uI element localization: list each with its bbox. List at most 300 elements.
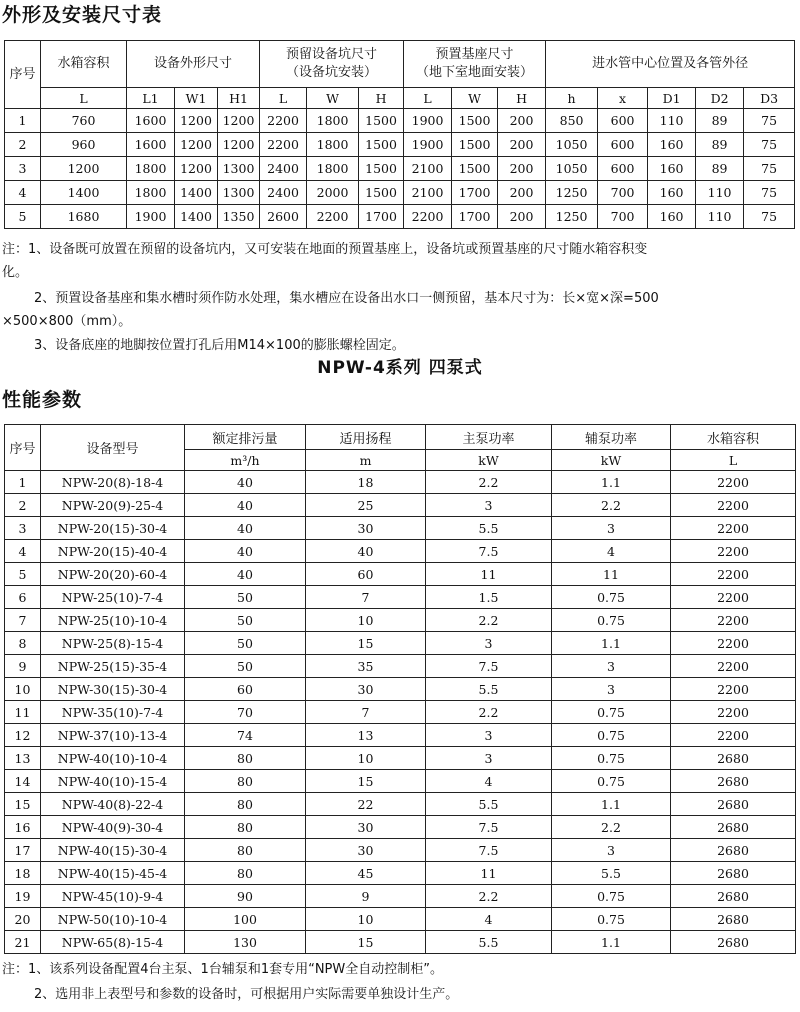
table-cell: NPW-20(9)-25-4 [41, 494, 185, 517]
table-cell: 2.2 [426, 609, 552, 632]
series-title: NPW-4系列 四泵式 [317, 358, 483, 378]
sub-header: H [498, 88, 546, 109]
table-cell: 1250 [546, 181, 598, 205]
table-cell: 1500 [359, 181, 404, 205]
base-size-title: 预置基座尺寸 [435, 47, 514, 62]
table-cell: 2200 [671, 724, 796, 747]
sub-header: L [41, 88, 127, 109]
table-cell: 80 [185, 816, 306, 839]
table-cell: 700 [598, 181, 648, 205]
table-cell: 1800 [307, 157, 359, 181]
table-cell: 13 [5, 747, 41, 770]
table-cell: 11 [5, 701, 41, 724]
table-row [5, 133, 795, 157]
table-cell: 1.1 [552, 931, 671, 954]
table-row [5, 793, 796, 816]
table-cell: 2100 [404, 157, 452, 181]
outline-size-header: 设备外形尺寸 [127, 41, 260, 88]
table-cell: 2200 [671, 655, 796, 678]
table-cell: 2100 [404, 181, 452, 205]
table-cell: 2680 [671, 770, 796, 793]
table-cell: 2200 [671, 517, 796, 540]
table-cell: 10 [306, 908, 426, 931]
table-cell: 12 [5, 724, 41, 747]
table-cell: 1250 [546, 205, 598, 229]
table-cell: 7.5 [426, 540, 552, 563]
table-cell: 200 [498, 157, 546, 181]
table-cell: 74 [185, 724, 306, 747]
table-cell: 1200 [175, 133, 218, 157]
sub-header: W [307, 88, 359, 109]
table-cell: 40 [185, 494, 306, 517]
table-cell: NPW-37(10)-13-4 [41, 724, 185, 747]
table-cell: NPW-20(15)-40-4 [41, 540, 185, 563]
table-cell: 850 [546, 109, 598, 133]
table-cell: 30 [306, 517, 426, 540]
table-cell: 11 [426, 563, 552, 586]
table-cell: NPW-20(8)-18-4 [41, 471, 185, 494]
table-row [5, 885, 796, 908]
table-cell: 5 [5, 205, 41, 229]
table-cell: 60 [306, 563, 426, 586]
table-cell: 10 [306, 747, 426, 770]
table-cell: 3 [552, 655, 671, 678]
table-cell: 2680 [671, 816, 796, 839]
table-cell: 16 [5, 816, 41, 839]
flow-header: 额定排污量 [185, 425, 306, 450]
table-cell: 700 [598, 205, 648, 229]
table-cell: 0.75 [552, 885, 671, 908]
table-cell: 75 [744, 109, 795, 133]
table-cell: 35 [306, 655, 426, 678]
table-cell: 2200 [671, 563, 796, 586]
table-cell: 760 [41, 109, 127, 133]
table-cell: 2400 [260, 181, 307, 205]
table-cell: 75 [744, 205, 795, 229]
table-cell: 7.5 [426, 816, 552, 839]
table-cell: NPW-20(15)-30-4 [41, 517, 185, 540]
table-cell: NPW-40(15)-45-4 [41, 862, 185, 885]
table-row [5, 747, 796, 770]
table-row [5, 494, 796, 517]
main-pump-power-header: 主泵功率 [426, 425, 552, 450]
table-cell: 80 [185, 747, 306, 770]
table-cell: 89 [696, 157, 744, 181]
table-cell: 200 [498, 205, 546, 229]
table-row [5, 540, 796, 563]
unit-cell: kW [426, 450, 552, 471]
table-cell: 5.5 [426, 931, 552, 954]
table-cell: 30 [306, 816, 426, 839]
table-cell: 600 [598, 109, 648, 133]
table-cell: 5.5 [426, 517, 552, 540]
table-row [5, 770, 796, 793]
table-cell: 2200 [671, 494, 796, 517]
sub-header: H [359, 88, 404, 109]
sub-header: D3 [744, 88, 795, 109]
table-cell: 1800 [127, 157, 175, 181]
table-cell: 11 [426, 862, 552, 885]
table-cell: NPW-40(15)-30-4 [41, 839, 185, 862]
note-line: 注：1、该系列设备配置4台主泵、1台辅泵和1套专用“NPW全自动控制柜”。 [2, 962, 443, 977]
table-cell: 45 [306, 862, 426, 885]
sub-header: H1 [218, 88, 260, 109]
table-cell: 960 [41, 133, 127, 157]
table-cell: NPW-25(8)-15-4 [41, 632, 185, 655]
table-cell: 80 [185, 839, 306, 862]
pit-size-header [260, 41, 404, 88]
table-cell: 1900 [127, 205, 175, 229]
table-cell: 70 [185, 701, 306, 724]
table-cell: 1.1 [552, 471, 671, 494]
table-cell: 15 [306, 770, 426, 793]
table-cell: 30 [306, 839, 426, 862]
table-cell: 3 [426, 747, 552, 770]
table-cell: NPW-30(15)-30-4 [41, 678, 185, 701]
table-cell: NPW-40(9)-30-4 [41, 816, 185, 839]
table-cell: 2.2 [552, 816, 671, 839]
table-cell: NPW-25(15)-35-4 [41, 655, 185, 678]
table-cell: 8 [5, 632, 41, 655]
table-cell: 1050 [546, 133, 598, 157]
table-cell: 2.2 [426, 885, 552, 908]
table-cell: 1200 [41, 157, 127, 181]
table-cell: 75 [744, 133, 795, 157]
table-cell: 2 [5, 494, 41, 517]
table-cell: 1900 [404, 133, 452, 157]
dimensions-table [4, 40, 795, 229]
sub-header: x [598, 88, 648, 109]
base-size-header [404, 41, 546, 88]
table-cell: 21 [5, 931, 41, 954]
table-cell: 13 [306, 724, 426, 747]
table-cell: 3 [426, 494, 552, 517]
table-row [5, 931, 796, 954]
table-cell: 60 [185, 678, 306, 701]
note-line: 3、设备底座的地脚按位置打孔后用M14×100的膨胀螺栓固定。 [34, 338, 405, 353]
table-cell: NPW-25(10)-7-4 [41, 586, 185, 609]
table-cell: 1700 [359, 205, 404, 229]
inlet-header: 进水管中心位置及各管外径 [546, 41, 795, 88]
table-cell: 5.5 [426, 678, 552, 701]
table-cell: 40 [185, 563, 306, 586]
table-cell: 50 [185, 609, 306, 632]
note-line: 2、预置设备基座和集水槽时须作防水处理，集水槽应在设备出水口一侧预留，基本尺寸为：长×宽×深=500 [34, 291, 659, 306]
table-cell: 11 [552, 563, 671, 586]
table-cell: 50 [185, 655, 306, 678]
table-cell: 1200 [175, 157, 218, 181]
performance-table [4, 424, 796, 954]
table-cell: 1600 [127, 133, 175, 157]
table-cell: 110 [696, 181, 744, 205]
sub-header: W [452, 88, 498, 109]
table-row [5, 655, 796, 678]
table-cell: 1900 [404, 109, 452, 133]
note-line: 化。 [2, 265, 29, 280]
table-cell: NPW-65(8)-15-4 [41, 931, 185, 954]
table-cell: 1.5 [426, 586, 552, 609]
table-cell: 3 [552, 678, 671, 701]
table-cell: 3 [5, 157, 41, 181]
table-cell: NPW-20(20)-60-4 [41, 563, 185, 586]
table-cell: 6 [5, 586, 41, 609]
table-cell: 0.75 [552, 724, 671, 747]
table-cell: 2.2 [426, 701, 552, 724]
unit-cell: m [306, 450, 426, 471]
table-cell: 0.75 [552, 908, 671, 931]
table-cell: 2200 [260, 109, 307, 133]
table-cell: 1200 [218, 133, 260, 157]
table-cell: 0.75 [552, 701, 671, 724]
table-cell: 2200 [671, 701, 796, 724]
table-cell: 1400 [41, 181, 127, 205]
table-row [5, 586, 796, 609]
table-cell: 1700 [452, 181, 498, 205]
table-cell: 1 [5, 471, 41, 494]
table-cell: 7.5 [426, 839, 552, 862]
table-cell: 90 [185, 885, 306, 908]
table-cell: 2680 [671, 862, 796, 885]
table-cell: 160 [648, 157, 696, 181]
table-row [5, 701, 796, 724]
table-cell: 1.1 [552, 632, 671, 655]
table-cell: 2680 [671, 793, 796, 816]
table-cell: 600 [598, 157, 648, 181]
table-cell: 130 [185, 931, 306, 954]
table-cell: 15 [306, 931, 426, 954]
table-cell: 4 [426, 908, 552, 931]
sub-header: D2 [696, 88, 744, 109]
table-cell: 7.5 [426, 655, 552, 678]
table-cell: NPW-40(10)-15-4 [41, 770, 185, 793]
table-cell: 2680 [671, 885, 796, 908]
sub-header: L [404, 88, 452, 109]
table-cell: 2680 [671, 931, 796, 954]
table-cell: 1200 [218, 109, 260, 133]
table-row [5, 471, 796, 494]
table-cell: 1050 [546, 157, 598, 181]
table-cell: 1500 [452, 157, 498, 181]
table-cell: 2400 [260, 157, 307, 181]
table-cell: 2200 [671, 540, 796, 563]
table-cell: 40 [306, 540, 426, 563]
table-cell: 200 [498, 133, 546, 157]
table-cell: 89 [696, 109, 744, 133]
table-cell: 4 [552, 540, 671, 563]
table-cell: 2200 [260, 133, 307, 157]
table-row [5, 816, 796, 839]
table-cell: 600 [598, 133, 648, 157]
table-cell: 9 [306, 885, 426, 908]
table-cell: 17 [5, 839, 41, 862]
table-cell: 1800 [127, 181, 175, 205]
table-cell: 9 [5, 655, 41, 678]
table-cell: 1800 [307, 133, 359, 157]
section-title-performance: 性能参数 [2, 389, 83, 411]
table-cell: 18 [5, 862, 41, 885]
table-row [5, 839, 796, 862]
table-row [5, 678, 796, 701]
table-cell: 75 [744, 157, 795, 181]
table-cell: 4 [5, 181, 41, 205]
table-cell: 19 [5, 885, 41, 908]
table-cell: 1.1 [552, 793, 671, 816]
table-cell: 80 [185, 862, 306, 885]
model-header: 设备型号 [41, 425, 185, 471]
section-title-dimensions: 外形及安装尺寸表 [2, 4, 163, 26]
table-cell: 40 [185, 540, 306, 563]
table-row [5, 632, 796, 655]
table-cell: NPW-40(8)-22-4 [41, 793, 185, 816]
table-cell: 30 [306, 678, 426, 701]
table-cell: 1 [5, 109, 41, 133]
table-cell: 14 [5, 770, 41, 793]
table-cell: 2680 [671, 839, 796, 862]
table-cell: 2200 [307, 205, 359, 229]
table-row [5, 205, 795, 229]
table-cell: NPW-40(10)-10-4 [41, 747, 185, 770]
table-cell: 2680 [671, 747, 796, 770]
table-cell: 25 [306, 494, 426, 517]
note-line: ×500×800（mm）。 [2, 314, 132, 329]
table-cell: 5 [5, 563, 41, 586]
table-cell: 80 [185, 770, 306, 793]
sub-header: D1 [648, 88, 696, 109]
unit-cell: L [671, 450, 796, 471]
table-cell: NPW-45(10)-9-4 [41, 885, 185, 908]
table-cell: 1300 [218, 157, 260, 181]
table-cell: 1680 [41, 205, 127, 229]
table-cell: 2200 [671, 586, 796, 609]
table-cell: 0.75 [552, 747, 671, 770]
table-cell: 1500 [359, 133, 404, 157]
table-cell: 75 [744, 181, 795, 205]
table-cell: 3 [5, 517, 41, 540]
note-line: 注：1、设备既可放置在预留的设备坑内，又可安装在地面的预置基座上，设备坑或预置基座的尺寸随水箱容积变 [2, 242, 648, 257]
table-row [5, 157, 795, 181]
table-cell: 4 [426, 770, 552, 793]
table-row [5, 181, 795, 205]
table-row [5, 724, 796, 747]
tank-volume-header: 水箱容积 [671, 425, 796, 450]
table-cell: 2680 [671, 908, 796, 931]
table-cell: 4 [5, 540, 41, 563]
tank-volume-header: 水箱容积 [41, 41, 127, 88]
table-cell: 1300 [218, 181, 260, 205]
seq-header: 序号 [5, 41, 41, 109]
pit-size-title: 预留设备坑尺寸 [286, 47, 378, 62]
table-cell: 18 [306, 471, 426, 494]
table-cell: 2.2 [426, 471, 552, 494]
table-cell: 160 [648, 181, 696, 205]
table-cell: 1200 [175, 109, 218, 133]
table-cell: NPW-35(10)-7-4 [41, 701, 185, 724]
table-cell: 0.75 [552, 770, 671, 793]
table-row [5, 908, 796, 931]
table-cell: 40 [185, 517, 306, 540]
table-cell: 1700 [452, 205, 498, 229]
table-cell: 5.5 [552, 862, 671, 885]
table-cell: 7 [306, 586, 426, 609]
table-cell: 50 [185, 586, 306, 609]
table-cell: 1800 [307, 109, 359, 133]
table-cell: 1500 [359, 109, 404, 133]
table-cell: 2.2 [552, 494, 671, 517]
aux-pump-power-header: 辅泵功率 [552, 425, 671, 450]
table-cell: 3 [426, 724, 552, 747]
table-cell: 0.75 [552, 609, 671, 632]
table-cell: 89 [696, 133, 744, 157]
table-cell: 2200 [671, 632, 796, 655]
sub-header: L [260, 88, 307, 109]
table-cell: 2 [5, 133, 41, 157]
table-cell: 3 [552, 839, 671, 862]
table-row [5, 563, 796, 586]
table-cell: 200 [498, 181, 546, 205]
table-cell: 40 [185, 471, 306, 494]
table-cell: 1500 [452, 133, 498, 157]
table-cell: 1400 [175, 181, 218, 205]
table-row [5, 609, 796, 632]
table-cell: NPW-25(10)-10-4 [41, 609, 185, 632]
table-cell: 160 [648, 205, 696, 229]
table-row [5, 517, 796, 540]
table-cell: 7 [5, 609, 41, 632]
table-cell: 7 [306, 701, 426, 724]
table-cell: 110 [696, 205, 744, 229]
table-cell: 5.5 [426, 793, 552, 816]
table-cell: 1600 [127, 109, 175, 133]
table-cell: NPW-50(10)-10-4 [41, 908, 185, 931]
sub-header: L1 [127, 88, 175, 109]
table-cell: 110 [648, 109, 696, 133]
table-cell: 3 [552, 517, 671, 540]
table-cell: 3 [426, 632, 552, 655]
unit-cell: kW [552, 450, 671, 471]
table-cell: 0.75 [552, 586, 671, 609]
table-cell: 10 [5, 678, 41, 701]
pit-size-subtitle: （设备坑安装） [286, 65, 378, 80]
table-cell: 2200 [671, 609, 796, 632]
table-cell: 22 [306, 793, 426, 816]
table-cell: 2200 [671, 678, 796, 701]
table-cell: 2200 [404, 205, 452, 229]
table-cell: 1400 [175, 205, 218, 229]
head-header: 适用扬程 [306, 425, 426, 450]
table-row [5, 862, 796, 885]
table-cell: 15 [5, 793, 41, 816]
table-cell: 1500 [359, 157, 404, 181]
table-cell: 1500 [452, 109, 498, 133]
table-cell: 50 [185, 632, 306, 655]
sub-header: h [546, 88, 598, 109]
unit-cell: m³/h [185, 450, 306, 471]
base-size-subtitle: （地下室地面安装） [416, 65, 534, 80]
table-cell: 2600 [260, 205, 307, 229]
sub-header: W1 [175, 88, 218, 109]
table-cell: 100 [185, 908, 306, 931]
table-cell: 15 [306, 632, 426, 655]
seq-header: 序号 [5, 425, 41, 471]
table-row [5, 109, 795, 133]
table-cell: 200 [498, 109, 546, 133]
table-cell: 2000 [307, 181, 359, 205]
table-cell: 1350 [218, 205, 260, 229]
table-cell: 20 [5, 908, 41, 931]
table-cell: 2200 [671, 471, 796, 494]
table-cell: 80 [185, 793, 306, 816]
note-line: 2、选用非上表型号和参数的设备时，可根据用户实际需要单独设计生产。 [34, 987, 459, 1002]
